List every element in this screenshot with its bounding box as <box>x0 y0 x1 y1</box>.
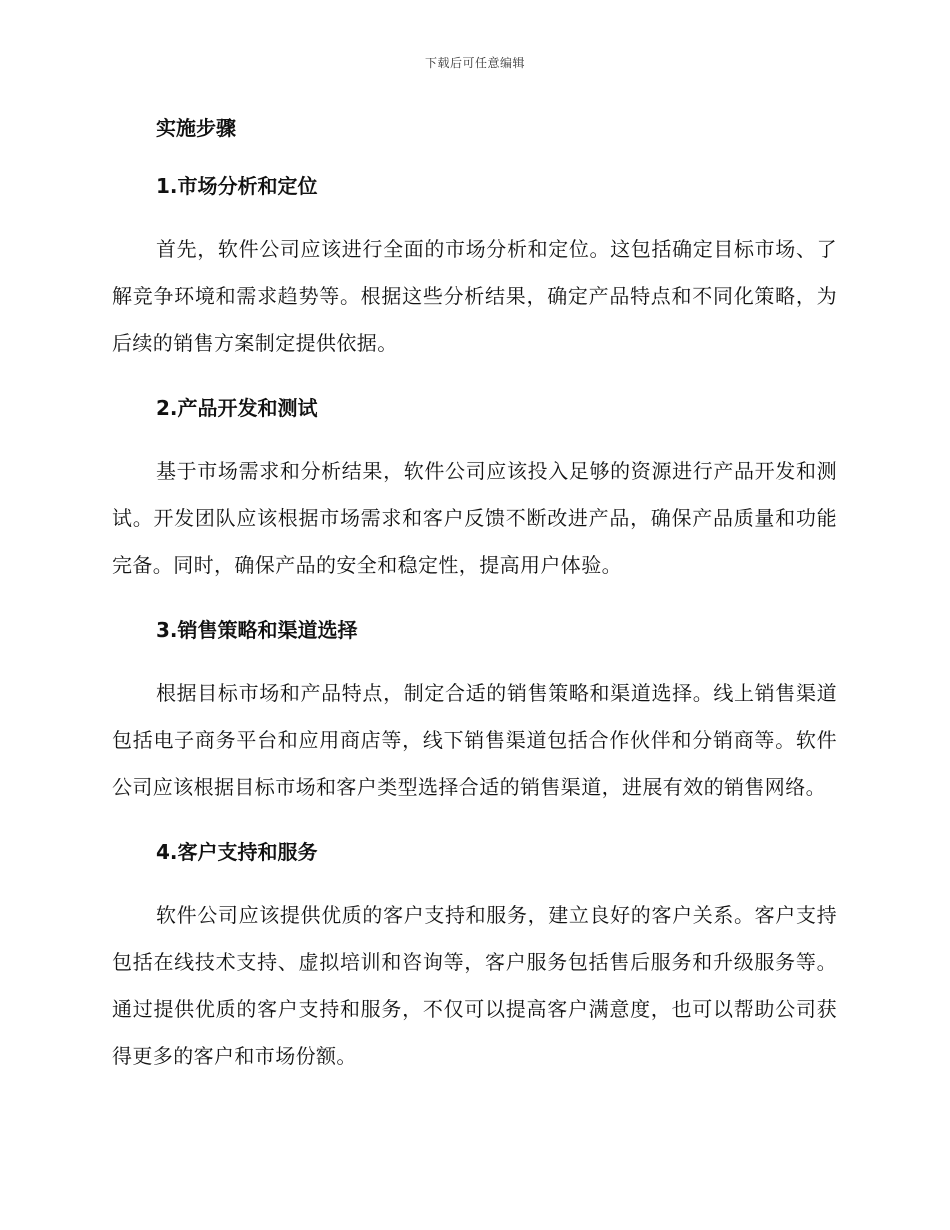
section-heading: 4.客户支持和服务 <box>156 840 318 864</box>
header-note: 下载后可任意编辑 <box>424 56 525 70</box>
section-product-development <box>112 392 837 589</box>
section-sales-strategy <box>112 614 837 811</box>
section-customer-support <box>112 836 837 1080</box>
section-heading: 3.销售策略和渠道选择 <box>156 618 358 642</box>
section-market-analysis <box>112 170 837 367</box>
section-paragraph: 软件公司应该提供优质的客户支持和服务，建立良好的客户关系。客户支持包括在线技术支持、虚拟培训和咨询等，客户服务包括售后服务和升级服务等。通过提供优质的客户支持和服务，不仅可以提高客户满意度，也可以帮助公司获得更多的客户和市场份额。 <box>112 903 837 1068</box>
section-paragraph: 基于市场需求和分析结果，软件公司应该投入足够的资源进行产品开发和测试。开发团队应该根据市场需求和客户反馈不断改进产品，确保产品质量和功能完备。同时，确保产品的安全和稳定性，提高用户体验。 <box>112 459 837 577</box>
section-heading: 2.产品开发和测试 <box>156 396 318 420</box>
document-content <box>112 112 837 1080</box>
section-paragraph: 根据目标市场和产品特点，制定合适的销售策略和渠道选择。线上销售渠道包括电子商务平台和应用商店等，线下销售渠道包括合作伙伴和分销商等。软件公司应该根据目标市场和客户类型选择合适的销售渠道，进展有效的销售网络。 <box>112 681 837 799</box>
section-heading: 1.市场分析和定位 <box>156 174 318 198</box>
document-title: 实施步骤 <box>156 116 236 140</box>
section-paragraph: 首先，软件公司应该进行全面的市场分析和定位。这包括确定目标市场、了解竞争环境和需求趋势等。根据这些分析结果，确定产品特点和不同化策略，为后续的销售方案制定提供依据。 <box>112 237 837 355</box>
